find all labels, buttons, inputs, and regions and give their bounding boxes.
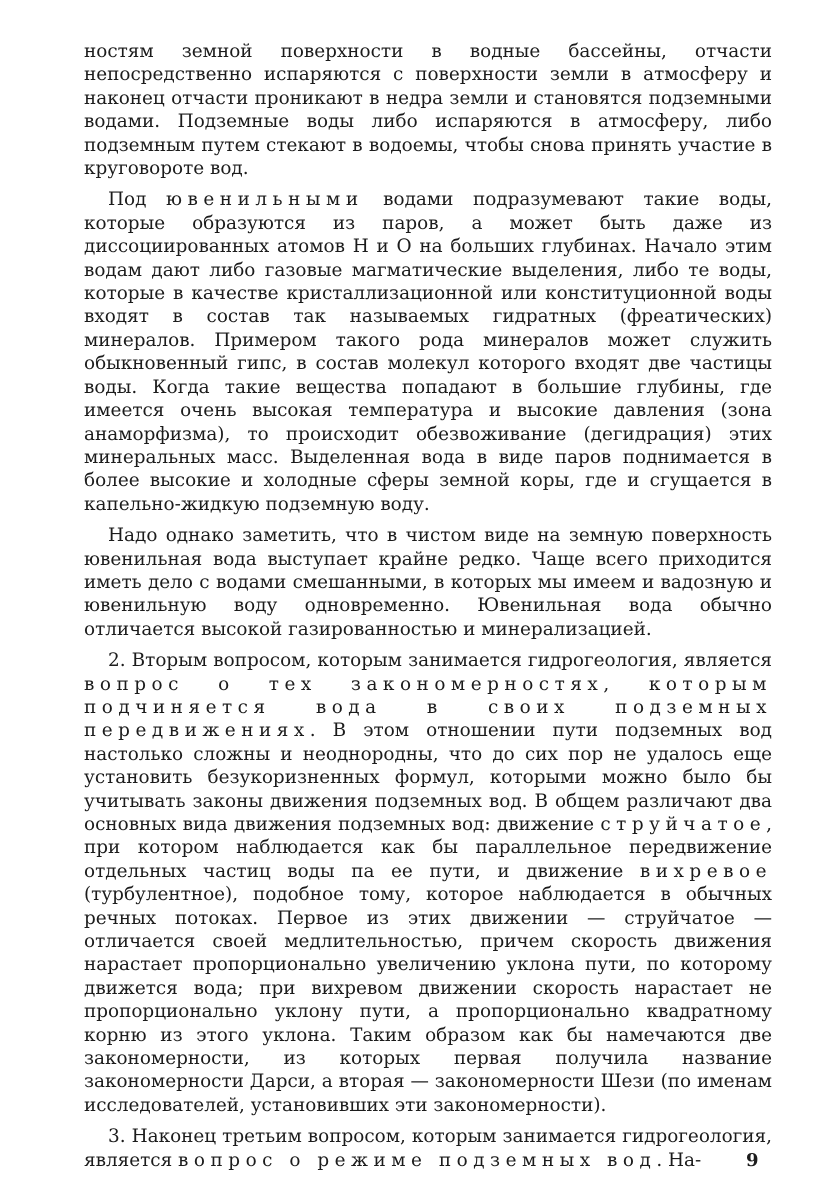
page-number: 9 [746, 1150, 759, 1171]
paragraph-p2 [84, 188, 772, 516]
text-run: . В этом отношении пути подземных вод настолько сложны и неоднородны, что до сих пор не удалось еще установить безукоризненных формул, которыми можно было бы учитывать законы движения подземных вод. В общем различают два основных вида движения подземных вод: движение [84, 720, 772, 835]
text-run: . На- [656, 1149, 702, 1171]
text-run: Надо однако заметить, что в чистом виде на земную поверхность ювенильная вода выступает крайне редко. Чаще всего приходится иметь дело с водами смешанными, в которых мы имеем и вадозную и ювенильную воду одновременно. Ювенильная вода обычно отличается высокой газированностью и минерализацией. [84, 525, 772, 640]
spaced-term: ювенильными [165, 189, 364, 211]
page-text [84, 40, 772, 1180]
text-run: ностям земной поверхности в водные бассейны, отчасти непосредственно испаряются с поверхности земли в атмосферу и наконец отчасти проникают в недра земли и становятся подземными водами. Подземные воды либо испаряются в атмосферу, либо подземным путем стекают в водоемы, чтобы снова принять участие в круговороте вод. [84, 41, 772, 180]
paragraph-p4 [84, 649, 772, 1117]
text-run: (турбулентное), подобное тому, которое наблюдается в обычных речных потоках. Первое из этих движении — струйчатое — отличается своей медлительностью, причем скорость движения нарастает пропорционально увеличению уклона пути, по которому движется вода; при вихревом движении скорость нарастает не пропорционально уклону пути, а пропорционально квадратному корню из этого уклона. Таким образом как бы намечаются две закономерности, из которых первая получила название закономерности Дарси, а вторая — закономерности Шези (по именам исследователей, установивших эти закономерности). [84, 884, 772, 1116]
text-run: , при котором наблюдается как бы параллельное передвижение отдельных частиц воды па ее пути, и движение [84, 814, 772, 882]
text-run: 2. Вторым вопросом, которым занимается гидрогеология, является [108, 650, 772, 672]
text-run: Под [108, 189, 166, 211]
paragraph-p1 [84, 40, 772, 180]
text-run: 3. Наконец третьим вопросом, которым занимается гидрогеология, является [84, 1126, 772, 1171]
paragraph-p3 [84, 524, 772, 641]
spaced-term: вихревое [639, 860, 772, 882]
text-run: водами подразумевают такие воды, которые образуются из паров, а может быть даже из диссоциированных атомов Н и О на больших глубинах. Начало этим водам дают либо газовые магматические выделения, либо те воды, которые в качестве кристаллизационной или конституционной воды входят в состав так называемых гидратных (фреатических) минералов. Примером такого рода минералов может служить обыкновенный гипс, в состав молекул которого входят две частицы воды. Когда такие вещества попадают в большие глубины, где имеется очень высокая температура и высокие давления (зона анаморфизма), то происходит обезвоживание (дегидрация) этих минеральных масс. Выделенная вода в виде паров поднимается в более высокие и холодные сферы земной коры, где и сгущается в капельно-жидкую подземную воду. [84, 189, 772, 515]
spaced-term: вопрос о режиме подземных вод [178, 1149, 657, 1171]
paragraph-p5 [84, 1125, 772, 1172]
spaced-term: струйчатое [600, 814, 767, 835]
spaced-term: вопрос о тех закономерностях, которым подчиняется вода в своих подземных передвижениях [84, 673, 772, 742]
